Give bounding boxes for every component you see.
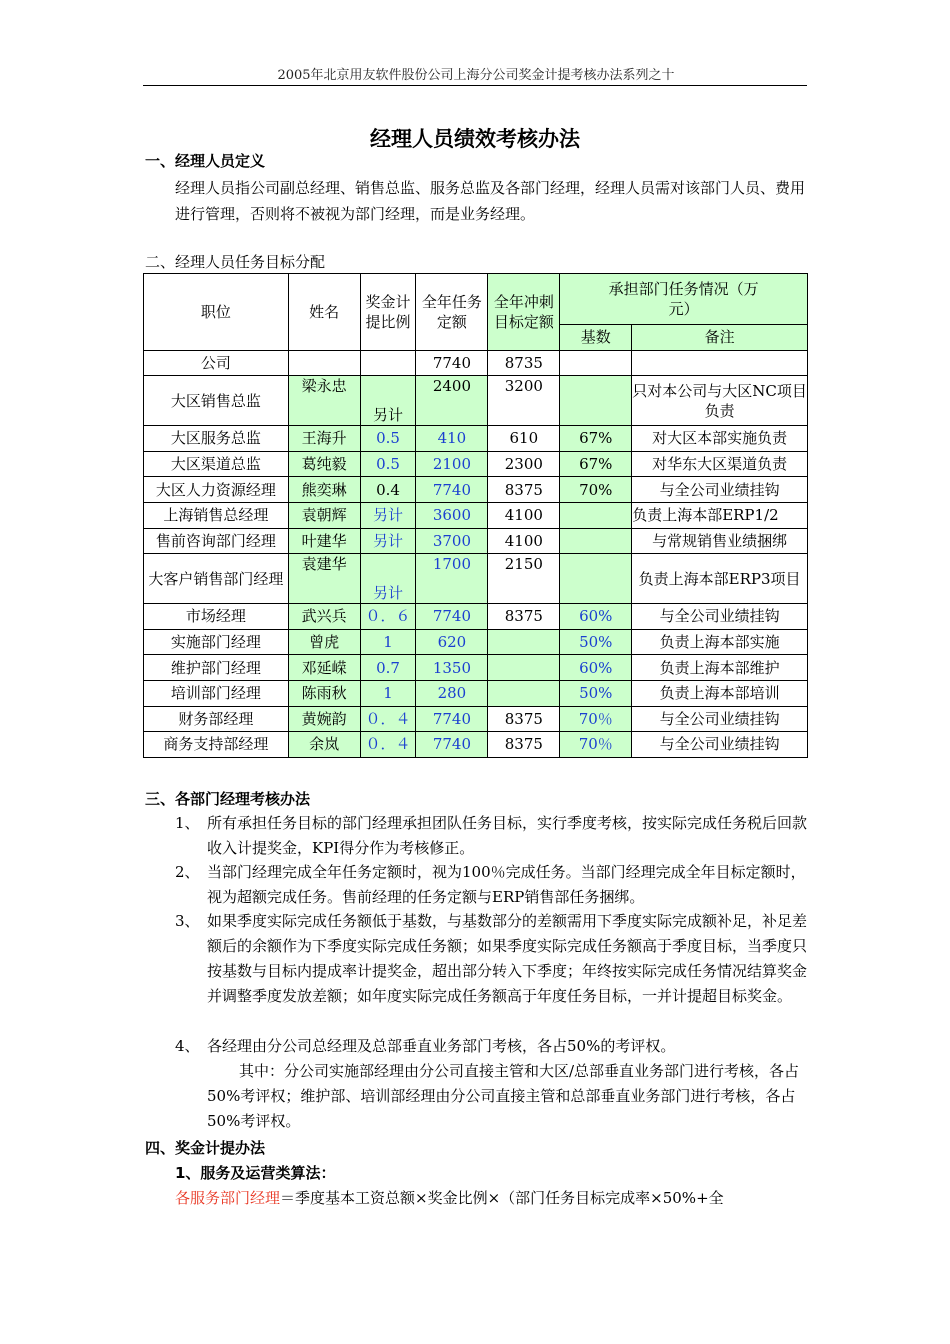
cell-name: 熊奕琳 <box>288 477 360 503</box>
section-2-heading: 二、经理人员任务目标分配 <box>145 253 326 271</box>
section-3-heading: 三、各部门经理考核办法 <box>145 790 311 808</box>
cell-ratio: 另计 <box>360 554 416 604</box>
cell-note: 与常规销售业绩捆绑 <box>632 528 808 554</box>
cell-note: 负责上海本部实施 <box>632 629 808 655</box>
cell-name: 叶建华 <box>288 528 360 554</box>
cell-name: 余岚 <box>288 732 360 758</box>
cell-position: 大区人力资源经理 <box>144 477 289 503</box>
cell-name: 袁朝辉 <box>288 502 360 528</box>
cell-quota: 1350 <box>416 655 488 681</box>
table-row <box>144 680 808 706</box>
col-header-dept-task: 承担部门任务情况（万元） <box>560 274 808 325</box>
cell-ratio: 1 <box>360 629 416 655</box>
cell-position: 大区渠道总监 <box>144 451 289 477</box>
target-allocation-table <box>143 273 808 758</box>
list-item-text: 各经理由分公司总经理及总部垂直业务部门考核，各占50%的考评权。 <box>207 1037 676 1055</box>
cell-name: 王海升 <box>288 426 360 452</box>
cell-position: 财务部经理 <box>144 706 289 732</box>
table-row <box>144 376 808 426</box>
cell-position: 大客户销售部门经理 <box>144 554 289 604</box>
cell-ratio: 另计 <box>360 502 416 528</box>
cell-base <box>560 554 632 604</box>
cell-base: 60% <box>560 655 632 681</box>
list-item-number: 2、 <box>175 863 200 881</box>
col-header-base: 基数 <box>560 325 632 351</box>
cell-ratio: 0.7 <box>360 655 416 681</box>
cell-name: 葛纯毅 <box>288 451 360 477</box>
list-item-text: 所有承担任务目标的部门经理承担团队任务目标，实行季度考核，按实际完成任务税后回款收入计提奖金，KPI得分作为考核修正。 <box>207 814 808 857</box>
cell-name: 梁永忠 <box>288 376 360 426</box>
col-header-sprint: 全年冲刺目标定额 <box>488 274 560 351</box>
cell-sprint: 2300 <box>488 451 560 477</box>
cell-sprint: 8375 <box>488 732 560 758</box>
cell-base <box>560 502 632 528</box>
cell-note: 负责上海本部培训 <box>632 680 808 706</box>
col-header-name: 姓名 <box>288 274 360 351</box>
cell-sprint: 4100 <box>488 528 560 554</box>
cell-note: 与全公司业绩挂钩 <box>632 706 808 732</box>
cell-name: 曾虎 <box>288 629 360 655</box>
cell-base: 70% <box>560 477 632 503</box>
cell-ratio <box>360 350 416 376</box>
cell-base: 50% <box>560 680 632 706</box>
cell-base: 67% <box>560 451 632 477</box>
table-row <box>144 554 808 604</box>
cell-note: 对大区本部实施负责 <box>632 426 808 452</box>
page-header: 2005年北京用友软件股份公司上海分公司奖金计提考核办法系列之十 <box>277 68 675 83</box>
cell-position: 公司 <box>144 350 289 376</box>
table-row <box>144 528 808 554</box>
cell-sprint <box>488 629 560 655</box>
cell-quota: 280 <box>416 680 488 706</box>
cell-position: 大区销售总监 <box>144 376 289 426</box>
formula-line <box>175 1185 807 1211</box>
cell-position: 维护部门经理 <box>144 655 289 681</box>
cell-ratio: 0.5 <box>360 426 416 452</box>
cell-name <box>288 350 360 376</box>
header-rule <box>143 85 807 86</box>
cell-name: 袁建华 <box>288 554 360 604</box>
cell-ratio: 另计 <box>360 528 416 554</box>
list-item-text: 当部门经理完成全年任务定额时，视为100％完成任务。当部门经理完成全年目标定额时，视为超额完成任务。售前经理的任务定额与ERP销售部任务捆绑。 <box>207 863 806 906</box>
cell-ratio: ０．６ <box>360 604 416 630</box>
cell-base: 60% <box>560 604 632 630</box>
cell-note: 与全公司业绩挂钩 <box>632 604 808 630</box>
section-1-heading: 一、经理人员定义 <box>145 152 266 170</box>
cell-quota: 7740 <box>416 604 488 630</box>
cell-quota: 2100 <box>416 451 488 477</box>
cell-name: 武兴兵 <box>288 604 360 630</box>
cell-quota: 7740 <box>416 706 488 732</box>
list-item-text: 如果季度实际完成任务额低于基数，与基数部分的差额需用下季度实际完成额补足，补足差额后的余额作为下季度实际完成任务额；如果季度实际完成任务额高于季度目标，当季度只按基数与目标内提成率计提奖金，超出部分转入下季度；年终按实际完成任务情况结算奖金并调整季度发放差额；如年度实际完成任务额高于年度任务目标，一并计提超目标奖金。 <box>207 912 808 1005</box>
table-row <box>144 732 808 758</box>
cell-ratio: ０．４ <box>360 732 416 758</box>
cell-base: 70％ <box>560 732 632 758</box>
table-row <box>144 706 808 732</box>
cell-ratio: 0.4 <box>360 477 416 503</box>
cell-position: 售前咨询部门经理 <box>144 528 289 554</box>
cell-sprint: 8375 <box>488 477 560 503</box>
cell-position: 实施部门经理 <box>144 629 289 655</box>
cell-position: 上海销售总经理 <box>144 502 289 528</box>
section-3-note: 其中：分公司实施部经理由分公司直接主管和大区/总部垂直业务部门进行考核，各占50%考评权；维护部、培训部经理由分公司直接主管和总部垂直业务部门进行考核，各占50%考评权。 <box>207 1062 800 1130</box>
table-row <box>144 451 808 477</box>
cell-quota: 7740 <box>416 732 488 758</box>
cell-quota: 410 <box>416 426 488 452</box>
cell-position: 培训部门经理 <box>144 680 289 706</box>
cell-quota: 3600 <box>416 502 488 528</box>
cell-base: 50% <box>560 629 632 655</box>
cell-ratio: 另计 <box>360 376 416 426</box>
formula-subject: 各服务部门经理 <box>175 1189 281 1207</box>
list-item-number: 1、 <box>175 814 200 832</box>
cell-quota: 2400 <box>416 376 488 426</box>
table-row <box>144 350 808 376</box>
cell-sprint: 610 <box>488 426 560 452</box>
cell-position: 市场经理 <box>144 604 289 630</box>
cell-note: 负责上海本部ERP1/2 <box>632 502 808 528</box>
cell-note <box>632 350 808 376</box>
cell-base: 70％ <box>560 706 632 732</box>
cell-quota: 7740 <box>416 350 488 376</box>
cell-quota: 620 <box>416 629 488 655</box>
table-row <box>144 604 808 630</box>
cell-sprint: 8375 <box>488 706 560 732</box>
cell-sprint: 2150 <box>488 554 560 604</box>
cell-base <box>560 376 632 426</box>
table-row <box>144 426 808 452</box>
cell-note: 负责上海本部ERP3项目 <box>632 554 808 604</box>
cell-ratio: 1 <box>360 680 416 706</box>
table-row <box>144 655 808 681</box>
cell-note: 与全公司业绩挂钩 <box>632 477 808 503</box>
cell-base: 67% <box>560 426 632 452</box>
cell-ratio: ０．４ <box>360 706 416 732</box>
table-row <box>144 477 808 503</box>
cell-sprint: 8735 <box>488 350 560 376</box>
list-item <box>175 811 807 861</box>
cell-base <box>560 350 632 376</box>
cell-note: 负责上海本部维护 <box>632 655 808 681</box>
cell-base <box>560 528 632 554</box>
cell-ratio: 0.5 <box>360 451 416 477</box>
section-1-paragraph: 经理人员指公司副总经理、销售总监、服务总监及各部门经理，经理人员需对该部门人员、费用进行管理，否则将不被视为部门经理，而是业务经理。 <box>175 179 806 223</box>
cell-position: 大区服务总监 <box>144 426 289 452</box>
table-row <box>144 629 808 655</box>
cell-name: 邓延嵘 <box>288 655 360 681</box>
cell-quota: 1700 <box>416 554 488 604</box>
cell-quota: 3700 <box>416 528 488 554</box>
formula-expression: ＝季度基本工资总额×奖金比例×（部门任务目标完成率×50%+全 <box>280 1189 724 1207</box>
list-item <box>175 860 807 910</box>
section-4-heading: 四、奖金计提办法 <box>145 1139 266 1157</box>
cell-note: 与全公司业绩挂钩 <box>632 732 808 758</box>
cell-sprint <box>488 655 560 681</box>
list-item-number: 4、 <box>175 1037 200 1055</box>
table-row <box>144 502 808 528</box>
cell-sprint: 4100 <box>488 502 560 528</box>
cell-position: 商务支持部经理 <box>144 732 289 758</box>
cell-note: 只对本公司与大区NC项目负责 <box>632 376 808 426</box>
cell-sprint: 3200 <box>488 376 560 426</box>
cell-note: 对华东大区渠道负责 <box>632 451 808 477</box>
cell-sprint <box>488 680 560 706</box>
cell-sprint: 8375 <box>488 604 560 630</box>
list-item <box>175 909 807 1034</box>
document-title: 经理人员绩效考核办法 <box>370 127 580 151</box>
col-header-ratio: 奖金计提比例 <box>360 274 416 351</box>
cell-name: 陈雨秋 <box>288 680 360 706</box>
col-header-position: 职位 <box>144 274 289 351</box>
section-4-subheading: 1、服务及运营类算法： <box>175 1164 336 1182</box>
cell-name: 黄婉韵 <box>288 706 360 732</box>
col-header-note: 备注 <box>632 325 808 351</box>
cell-quota: 7740 <box>416 477 488 503</box>
col-header-quota: 全年任务定额 <box>416 274 488 351</box>
list-item <box>175 1034 807 1059</box>
list-item-number: 3、 <box>175 912 200 930</box>
